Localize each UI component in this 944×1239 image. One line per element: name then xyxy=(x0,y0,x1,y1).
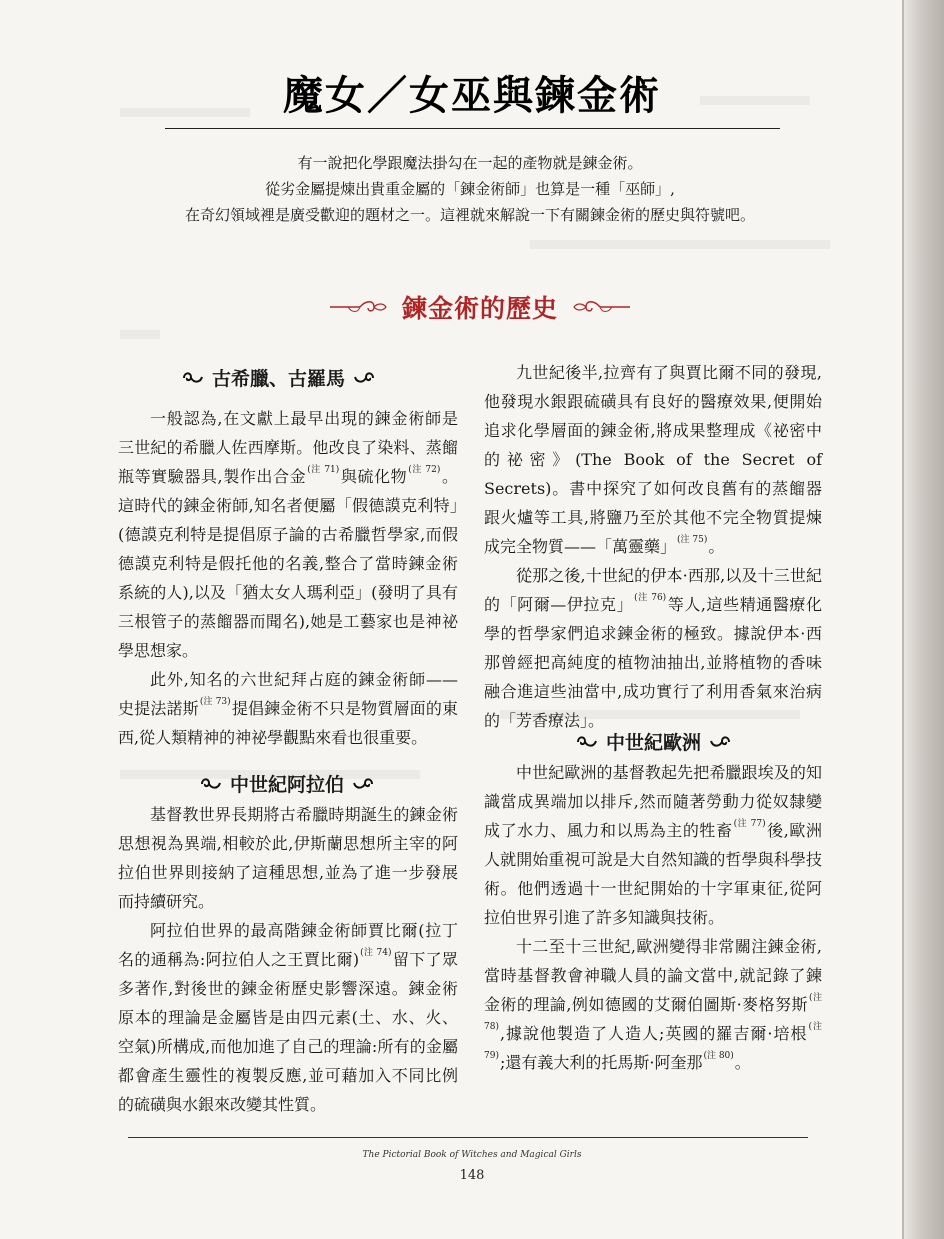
section-title: 鍊金術的歷史 xyxy=(401,294,558,323)
paragraph xyxy=(118,404,458,665)
paragraph-text: 。 xyxy=(708,537,725,556)
footer-rule xyxy=(128,1137,808,1138)
paragraph-text: 中世紀歐洲的基督教起先把希臘跟埃及的知識當成異端加以排斥,然而隨著勞動力從奴隸變成了水力、風力和以馬為主的牲畜 xyxy=(484,763,822,840)
footnote-marker: (注 78) xyxy=(484,993,822,1032)
section-heading xyxy=(300,290,660,324)
paragraph-text: 九世紀後半,拉齊有了與賈比爾不同的發現,他發現水銀跟硫磺具有良好的醫療效果,便開始追求化學層面的鍊金術,將成果整理成《祕密中的祕密》(The Book of the Secret of Secrets)。書中探究了如何改良舊有的蒸餾器跟火爐等工具,將鹽乃至於其他不完全物質提煉成完全物質——「萬靈藥」 xyxy=(484,363,822,556)
subheading-text: 古希臘、古羅馬 xyxy=(212,368,346,390)
left-column-block-2 xyxy=(118,800,458,1119)
footnote-marker: (注 80) xyxy=(703,1051,734,1061)
page-curl-shadow xyxy=(904,0,944,1239)
footnote-marker: (注 74) xyxy=(360,948,392,958)
page-number: 148 xyxy=(459,1168,485,1183)
intro-line: 從劣金屬提煉出貴重金屬的「鍊金術師」也算是一種「巫師」, xyxy=(265,180,675,198)
curl-right-icon xyxy=(353,371,375,385)
intro-line: 在奇幻領域裡是廣受歡迎的題材之一。這裡就來解說一下有關鍊金術的歷史與符號吧。 xyxy=(184,206,755,224)
paragraph-text: 。這時代的鍊金術師,知名者便屬「假德謨克利特」(德謨克利特是提倡原子論的古希臘哲學家,而假德謨克利特是假托他的名義,整合了當時鍊金術系統的人),以及「猶太女人瑪利亞」(發明了具有三根管子的蒸餾器而聞名),她是工藝家也是神祕學思想家。 xyxy=(118,467,458,660)
paragraph-text: 十二至十三世紀,歐洲變得非常關注鍊金術,當時基督教會神職人員的論文當中,就記錄了鍊金術的理論,例如德國的艾爾伯圖斯·麥格努斯 xyxy=(484,937,822,1014)
footnote-marker: (注 73) xyxy=(199,697,231,707)
paragraph-text: 後,歐洲人就開始重視可說是大自然知識的哲學與科學技術。他們透過十一世紀開始的十字軍東征,從阿拉伯世界引進了許多知識與技術。 xyxy=(484,821,822,927)
curl-right-icon xyxy=(352,777,374,791)
subheading-ancient xyxy=(182,364,375,391)
subheading-text: 中世紀阿拉伯 xyxy=(230,774,345,796)
paragraph-text: 基督教世界長期將古希臘時期誕生的鍊金術思想視為異端,相較於此,伊斯蘭思想所主宰的阿拉伯世界則接納了這種思想,並為了進一步發展而持續研究。 xyxy=(118,805,458,911)
paragraph-text: 留下了眾多著作,對後世的鍊金術歷史影響深遠。鍊金術原本的理論是金屬皆是由四元素(土、水、火、空氣)所構成,而他加進了自己的理論:所有的金屬都會產生靈性的複製反應,並可藉加入不同比例的硫磺與水銀來改變其性質。 xyxy=(118,950,458,1114)
paragraph xyxy=(484,561,822,735)
intro-line: 有一說把化學跟魔法掛勾在一起的產物就是鍊金術。 xyxy=(297,154,643,172)
paragraph xyxy=(484,758,822,932)
subheading-arabia xyxy=(200,770,374,797)
paragraph xyxy=(484,932,822,1077)
paragraph-text: 從那之後,十世紀的伊本·西那,以及十三世紀的「阿爾—伊拉克」 xyxy=(484,566,822,614)
right-column-block-1 xyxy=(484,358,822,735)
footnote-marker: (注 72) xyxy=(408,465,441,475)
right-column-block-2 xyxy=(484,758,822,1077)
subheading-europe xyxy=(576,728,731,755)
footnote-marker: (注 71) xyxy=(307,465,340,475)
curl-left-icon xyxy=(200,777,222,791)
intro-paragraph xyxy=(150,150,790,228)
right-ornament-icon xyxy=(572,298,632,316)
paragraph-text: 阿拉伯世界的最高階鍊金術師賈比爾(拉丁名的通稱為:阿拉伯人之王賈比爾) xyxy=(118,921,458,969)
curl-right-icon xyxy=(709,735,731,749)
paragraph-text: 與硫化物 xyxy=(340,467,408,486)
curl-left-icon xyxy=(182,371,204,385)
paragraph-text: ;還有義大利的托馬斯·阿奎那 xyxy=(499,1053,703,1072)
bleed-through xyxy=(120,330,160,339)
paragraph-text: 一般認為,在文獻上最早出現的鍊金術師是三世紀的希臘人佐西摩斯。他改良了染料、蒸餾瓶等實驗器具,製作出合金 xyxy=(118,409,458,486)
paragraph-text: 提倡鍊金術不只是物質層面的東西,從人類精神的神祕學觀點來看也很重要。 xyxy=(118,699,458,747)
page-title: 魔女／女巫與鍊金術 xyxy=(283,72,661,119)
footnote-marker: (注 76) xyxy=(634,593,667,603)
paragraph-text: 此外,知名的六世紀拜占庭的鍊金術師——史提法諾斯 xyxy=(118,670,458,718)
footnote-marker: (注 79) xyxy=(484,1022,822,1061)
left-ornament-icon xyxy=(328,298,388,316)
footnote-marker: (注 75) xyxy=(677,535,708,545)
title-underline xyxy=(165,128,780,129)
footnote-marker: (注 77) xyxy=(733,819,766,829)
paragraph-text: ,據說他製造了人造人;英國的羅吉爾·培根 xyxy=(499,1024,808,1043)
paragraph-text: 。 xyxy=(734,1053,751,1072)
curl-left-icon xyxy=(576,735,598,749)
paragraph xyxy=(118,916,458,1119)
bleed-through xyxy=(530,240,830,249)
page-edge-line xyxy=(902,0,904,1239)
footer-book-title: The Pictorial Book of Witches and Magical Girls xyxy=(362,1150,582,1160)
paragraph xyxy=(118,800,458,916)
paragraph xyxy=(484,358,822,561)
subheading-text: 中世紀歐洲 xyxy=(606,732,702,754)
left-column-block-1 xyxy=(118,404,458,752)
paragraph xyxy=(118,665,458,752)
paragraph-text: 等人,這些精通醫療化學的哲學家們追求鍊金術的極致。據說伊本·西那曾經把高純度的植物油抽出,並將植物的香味融合進這些油當中,成功實行了利用香氣來治病的「芳香療法」。 xyxy=(484,595,822,730)
